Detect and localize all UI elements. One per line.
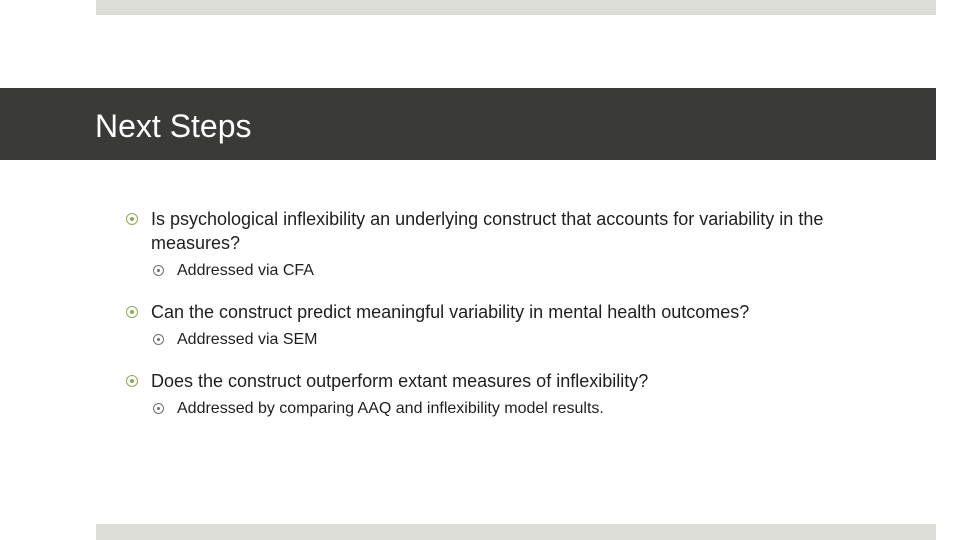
circle-bullet-icon — [126, 306, 138, 318]
sub-bullet-text: Addressed by comparing AAQ and inflexibility model results. — [177, 400, 604, 417]
sub-bullet-item — [126, 398, 916, 420]
sub-bullet-item — [126, 329, 916, 351]
sub-bullet-item — [126, 260, 916, 282]
bullet-text: Is psychological inflexibility an underlying construct that accounts for variability in the measures? — [151, 209, 824, 253]
slide-title: Next Steps — [95, 108, 252, 144]
top-accent-bar — [96, 0, 936, 15]
circle-bullet-icon — [126, 375, 138, 387]
bullet-list — [126, 207, 916, 420]
circle-bullet-icon — [126, 213, 138, 225]
bullet-item — [126, 300, 916, 324]
circle-bullet-icon — [153, 265, 164, 276]
bottom-accent-bar — [96, 524, 936, 540]
circle-bullet-icon — [153, 334, 164, 345]
sub-bullet-text: Addressed via SEM — [177, 331, 318, 348]
bullet-text: Can the construct predict meaningful variability in mental health outcomes? — [151, 302, 750, 322]
sub-bullet-text: Addressed via CFA — [177, 262, 314, 279]
bullet-item — [126, 207, 916, 255]
bullet-item — [126, 369, 916, 393]
circle-bullet-icon — [153, 403, 164, 414]
bullet-text: Does the construct outperform extant measures of inflexibility? — [151, 371, 649, 391]
